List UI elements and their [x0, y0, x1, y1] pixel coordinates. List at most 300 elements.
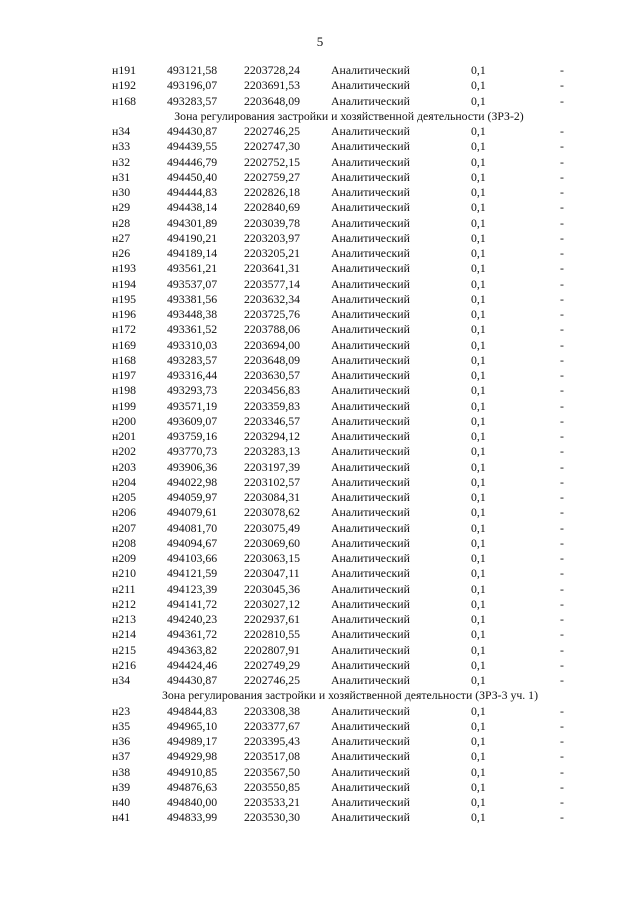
method: Аналитический	[331, 459, 410, 474]
accuracy: 0,1	[471, 657, 486, 672]
coord-y: 2203530,30	[244, 810, 301, 825]
dash: -	[560, 596, 564, 611]
method: Аналитический	[331, 703, 410, 718]
dash: -	[560, 261, 564, 276]
accuracy: 0,1	[471, 703, 486, 718]
coord-x: 493361,52	[167, 322, 218, 337]
table-row	[0, 368, 640, 383]
coord-y: 2203075,49	[244, 520, 301, 535]
coord-x: 494844,83	[167, 703, 218, 718]
table-row	[0, 63, 640, 78]
coord-x: 494876,63	[167, 779, 218, 794]
coord-x: 493571,19	[167, 398, 218, 413]
dash: -	[560, 124, 564, 138]
method: Аналитический	[331, 200, 410, 215]
coord-y: 2202749,29	[244, 657, 301, 672]
coord-y: 2203728,24	[244, 63, 301, 77]
point-id: н206	[112, 505, 137, 520]
dash: -	[560, 307, 564, 321]
table-row	[0, 658, 640, 673]
table-row	[0, 612, 640, 627]
table-row	[0, 749, 640, 764]
point-id: н205	[112, 490, 137, 504]
coord-y: 2203084,31	[244, 490, 301, 504]
coord-x: 493196,07	[167, 78, 218, 93]
dash: -	[560, 459, 564, 474]
coord-y: 2203283,13	[244, 444, 301, 459]
accuracy: 0,1	[471, 139, 486, 154]
coord-x: 494430,87	[167, 673, 218, 687]
method: Аналитический	[331, 612, 410, 626]
coord-y: 2203632,34	[244, 291, 301, 306]
table-row	[0, 536, 640, 551]
point-id: н191	[112, 63, 137, 77]
dash: -	[560, 230, 564, 245]
coord-y: 2203047,11	[244, 566, 300, 581]
accuracy: 0,1	[471, 627, 486, 642]
point-id: н34	[112, 673, 131, 687]
coord-x: 494424,46	[167, 657, 218, 672]
table-row	[0, 795, 640, 810]
point-id: н213	[112, 612, 137, 626]
accuracy: 0,1	[471, 93, 486, 108]
method: Аналитический	[331, 93, 410, 108]
table-row	[0, 94, 640, 109]
coord-y: 2203788,06	[244, 322, 301, 337]
point-id: н204	[112, 474, 137, 489]
point-id: н172	[112, 322, 137, 337]
coord-x: 494833,99	[167, 810, 218, 825]
coord-x: 494438,14	[167, 200, 218, 215]
accuracy: 0,1	[471, 185, 486, 199]
method: Аналитический	[331, 734, 410, 748]
coord-y: 2202840,69	[244, 200, 301, 215]
dash: -	[560, 551, 564, 565]
accuracy: 0,1	[471, 124, 486, 138]
method: Аналитический	[331, 566, 410, 581]
coord-x: 494103,66	[167, 551, 218, 565]
accuracy: 0,1	[471, 566, 486, 581]
coord-y: 2203359,83	[244, 398, 301, 413]
point-id: н38	[112, 764, 131, 779]
table-row	[0, 78, 640, 93]
method: Аналитический	[331, 261, 410, 276]
coord-y: 2203377,67	[244, 718, 301, 733]
coord-y: 2203346,57	[244, 413, 301, 428]
dash: -	[560, 581, 564, 596]
method: Аналитический	[331, 505, 410, 520]
point-id: н29	[112, 200, 131, 215]
coord-x: 494301,89	[167, 215, 218, 230]
accuracy: 0,1	[471, 810, 486, 825]
table-row	[0, 185, 640, 200]
dash: -	[560, 291, 564, 306]
method: Аналитический	[331, 444, 410, 459]
dash: -	[560, 490, 564, 504]
accuracy: 0,1	[471, 169, 486, 184]
coord-x: 494190,21	[167, 230, 218, 245]
coord-y: 2203691,53	[244, 78, 301, 93]
method: Аналитический	[331, 124, 410, 138]
accuracy: 0,1	[471, 246, 486, 260]
table-row	[0, 383, 640, 398]
accuracy: 0,1	[471, 642, 486, 657]
table-row	[0, 155, 640, 170]
accuracy: 0,1	[471, 291, 486, 306]
point-id: н31	[112, 169, 131, 184]
accuracy: 0,1	[471, 230, 486, 245]
table-row	[0, 582, 640, 597]
method: Аналитический	[331, 490, 410, 504]
coord-x: 494081,70	[167, 520, 218, 535]
table-row	[0, 307, 640, 322]
accuracy: 0,1	[471, 276, 486, 291]
coord-y: 2202752,15	[244, 154, 301, 169]
coord-y: 2203550,85	[244, 779, 301, 794]
point-id: н216	[112, 657, 137, 672]
point-id: н27	[112, 230, 131, 245]
method: Аналитический	[331, 749, 410, 764]
coord-x: 494929,98	[167, 749, 218, 764]
coord-y: 2203308,38	[244, 703, 301, 718]
coord-x: 493537,07	[167, 276, 218, 291]
method: Аналитический	[331, 581, 410, 596]
coord-x: 494240,23	[167, 612, 218, 626]
method: Аналитический	[331, 810, 410, 825]
point-id: н214	[112, 627, 137, 642]
dash: -	[560, 764, 564, 779]
method: Аналитический	[331, 642, 410, 657]
table-row	[0, 444, 640, 459]
coord-y: 2203648,09	[244, 352, 301, 367]
point-id: н210	[112, 566, 137, 581]
coord-y: 2202810,55	[244, 627, 301, 642]
accuracy: 0,1	[471, 322, 486, 337]
table-row	[0, 399, 640, 414]
table-row	[0, 521, 640, 536]
table-row	[0, 322, 640, 337]
method: Аналитический	[331, 368, 410, 382]
dash: -	[560, 200, 564, 215]
section-title: Зона регулирования застройки и хозяйственной деятельности (ЗРЗ-3 уч. 1)	[161, 688, 539, 703]
coord-x: 493770,73	[167, 444, 218, 459]
accuracy: 0,1	[471, 779, 486, 794]
dash: -	[560, 703, 564, 718]
point-id: н211	[112, 581, 136, 596]
table-row	[0, 124, 640, 139]
table-row	[0, 566, 640, 581]
accuracy: 0,1	[471, 200, 486, 215]
accuracy: 0,1	[471, 63, 486, 77]
accuracy: 0,1	[471, 581, 486, 596]
coord-x: 493759,16	[167, 429, 218, 443]
table-row	[0, 246, 640, 261]
coord-y: 2203197,39	[244, 459, 301, 474]
method: Аналитический	[331, 657, 410, 672]
accuracy: 0,1	[471, 474, 486, 489]
method: Аналитический	[331, 139, 410, 154]
table-row	[0, 810, 640, 825]
table-row	[0, 200, 640, 215]
method: Аналитический	[331, 246, 410, 260]
coord-x: 494141,72	[167, 596, 218, 611]
table-row	[0, 551, 640, 566]
method: Аналитический	[331, 63, 410, 77]
method: Аналитический	[331, 291, 410, 306]
coord-y: 2203027,12	[244, 596, 301, 611]
coord-x: 494444,83	[167, 185, 218, 199]
dash: -	[560, 154, 564, 169]
table-row	[0, 353, 640, 368]
method: Аналитический	[331, 276, 410, 291]
coord-y: 2203045,36	[244, 581, 301, 596]
accuracy: 0,1	[471, 734, 486, 748]
coord-x: 493121,58	[167, 63, 218, 77]
dash: -	[560, 63, 564, 77]
accuracy: 0,1	[471, 383, 486, 398]
coord-y: 2203630,57	[244, 368, 301, 382]
point-id: н197	[112, 368, 137, 382]
accuracy: 0,1	[471, 154, 486, 169]
method: Аналитический	[331, 429, 410, 443]
point-id: н215	[112, 642, 137, 657]
accuracy: 0,1	[471, 459, 486, 474]
accuracy: 0,1	[471, 505, 486, 520]
coord-y: 2203648,09	[244, 93, 301, 108]
point-id: н23	[112, 703, 131, 718]
dash: -	[560, 169, 564, 184]
point-id: н40	[112, 795, 131, 809]
point-id: н192	[112, 78, 137, 93]
coord-x: 494189,14	[167, 246, 218, 260]
accuracy: 0,1	[471, 764, 486, 779]
coord-x: 493310,03	[167, 337, 218, 352]
point-id: н35	[112, 718, 131, 733]
method: Аналитический	[331, 535, 410, 550]
coord-x: 494989,17	[167, 734, 218, 748]
dash: -	[560, 535, 564, 550]
table-row	[0, 704, 640, 719]
point-id: н26	[112, 246, 131, 260]
coord-x: 494965,10	[167, 718, 218, 733]
coord-y: 2203517,08	[244, 749, 301, 764]
point-id: н169	[112, 337, 137, 352]
table-row	[0, 780, 640, 795]
coord-y: 2203039,78	[244, 215, 301, 230]
point-id: н36	[112, 734, 131, 748]
coord-y: 2203205,21	[244, 246, 301, 260]
page-number: 5	[316, 34, 324, 49]
dash: -	[560, 718, 564, 733]
method: Аналитический	[331, 596, 410, 611]
dash: -	[560, 444, 564, 459]
dash: -	[560, 474, 564, 489]
dash: -	[560, 337, 564, 352]
accuracy: 0,1	[471, 535, 486, 550]
coord-y: 2202759,27	[244, 169, 301, 184]
point-id: н202	[112, 444, 137, 459]
coord-x: 494363,82	[167, 642, 218, 657]
table-row	[0, 338, 640, 353]
method: Аналитический	[331, 627, 410, 642]
coord-x: 493906,36	[167, 459, 218, 474]
accuracy: 0,1	[471, 718, 486, 733]
coord-x: 493293,73	[167, 383, 218, 398]
method: Аналитический	[331, 169, 410, 184]
method: Аналитический	[331, 718, 410, 733]
coordinates-table	[0, 63, 640, 826]
coord-y: 2202826,18	[244, 185, 301, 199]
method: Аналитический	[331, 215, 410, 230]
point-id: н203	[112, 459, 137, 474]
accuracy: 0,1	[471, 795, 486, 809]
table-row	[0, 673, 640, 688]
method: Аналитический	[331, 520, 410, 535]
section-title: Зона регулирования застройки и хозяйственной деятельности (ЗРЗ-2)	[174, 108, 524, 123]
method: Аналитический	[331, 383, 410, 398]
dash: -	[560, 398, 564, 413]
coord-y: 2202747,30	[244, 139, 301, 154]
dash: -	[560, 657, 564, 672]
coord-y: 2202746,25	[244, 124, 301, 138]
dash: -	[560, 322, 564, 337]
dash: -	[560, 642, 564, 657]
dash: -	[560, 810, 564, 825]
dash: -	[560, 505, 564, 520]
point-id: н28	[112, 215, 131, 230]
coord-x: 494094,67	[167, 535, 218, 550]
accuracy: 0,1	[471, 413, 486, 428]
dash: -	[560, 246, 564, 260]
table-row	[0, 490, 640, 505]
dash: -	[560, 429, 564, 443]
accuracy: 0,1	[471, 352, 486, 367]
method: Аналитический	[331, 551, 410, 565]
dash: -	[560, 383, 564, 398]
point-id: н34	[112, 124, 131, 138]
coord-y: 2203063,15	[244, 551, 301, 565]
dash: -	[560, 627, 564, 642]
table-row	[0, 139, 640, 154]
method: Аналитический	[331, 307, 410, 321]
dash: -	[560, 93, 564, 108]
accuracy: 0,1	[471, 337, 486, 352]
dash: -	[560, 139, 564, 154]
point-id: н207	[112, 520, 137, 535]
point-id: н196	[112, 307, 137, 321]
point-id: н41	[112, 810, 131, 825]
coord-y: 2203577,14	[244, 276, 301, 291]
dash: -	[560, 413, 564, 428]
dash: -	[560, 566, 564, 581]
dash: -	[560, 612, 564, 626]
coord-y: 2202746,25	[244, 673, 301, 687]
table-row	[0, 277, 640, 292]
coord-y: 2203567,50	[244, 764, 301, 779]
table-row	[0, 643, 640, 658]
method: Аналитический	[331, 337, 410, 352]
coord-x: 494840,00	[167, 795, 218, 809]
point-id: н200	[112, 413, 137, 428]
point-id: н195	[112, 291, 137, 306]
point-id: н193	[112, 261, 137, 276]
dash: -	[560, 352, 564, 367]
accuracy: 0,1	[471, 596, 486, 611]
coord-x: 493283,57	[167, 93, 218, 108]
table-row	[0, 460, 640, 475]
dash: -	[560, 368, 564, 382]
table-row	[0, 231, 640, 246]
coord-y: 2203069,60	[244, 535, 301, 550]
coord-y: 2203395,43	[244, 734, 301, 748]
point-id: н198	[112, 383, 137, 398]
coord-y: 2202937,61	[244, 612, 301, 626]
table-row	[0, 475, 640, 490]
point-id: н33	[112, 139, 131, 154]
accuracy: 0,1	[471, 673, 486, 687]
accuracy: 0,1	[471, 215, 486, 230]
dash: -	[560, 215, 564, 230]
dash: -	[560, 276, 564, 291]
accuracy: 0,1	[471, 520, 486, 535]
coord-x: 494439,55	[167, 139, 218, 154]
dash: -	[560, 185, 564, 199]
method: Аналитический	[331, 322, 410, 337]
coord-x: 494910,85	[167, 764, 218, 779]
dash: -	[560, 749, 564, 764]
table-row	[0, 765, 640, 780]
table-row	[0, 216, 640, 231]
table-row	[0, 597, 640, 612]
table-row	[0, 261, 640, 276]
accuracy: 0,1	[471, 307, 486, 321]
point-id: н32	[112, 154, 131, 169]
point-id: н194	[112, 276, 137, 291]
method: Аналитический	[331, 185, 410, 199]
method: Аналитический	[331, 764, 410, 779]
dash: -	[560, 734, 564, 748]
point-id: н30	[112, 185, 131, 199]
coord-x: 494121,59	[167, 566, 218, 581]
accuracy: 0,1	[471, 261, 486, 276]
accuracy: 0,1	[471, 368, 486, 382]
coord-x: 493561,21	[167, 261, 218, 276]
coord-y: 2203725,76	[244, 307, 301, 321]
coord-y: 2203694,00	[244, 337, 301, 352]
table-row	[0, 414, 640, 429]
dash: -	[560, 520, 564, 535]
accuracy: 0,1	[471, 612, 486, 626]
coord-y: 2203102,57	[244, 474, 301, 489]
point-id: н168	[112, 352, 137, 367]
method: Аналитический	[331, 795, 410, 809]
coord-y: 2203533,21	[244, 795, 301, 809]
accuracy: 0,1	[471, 78, 486, 93]
accuracy: 0,1	[471, 490, 486, 504]
coord-x: 494361,72	[167, 627, 218, 642]
coord-x: 493283,57	[167, 352, 218, 367]
dash: -	[560, 795, 564, 809]
coord-x: 494430,87	[167, 124, 218, 138]
point-id: н39	[112, 779, 131, 794]
accuracy: 0,1	[471, 444, 486, 459]
table-row	[0, 719, 640, 734]
method: Аналитический	[331, 154, 410, 169]
method: Аналитический	[331, 352, 410, 367]
coord-x: 494446,79	[167, 154, 218, 169]
dash: -	[560, 779, 564, 794]
coord-x: 494079,61	[167, 505, 218, 520]
